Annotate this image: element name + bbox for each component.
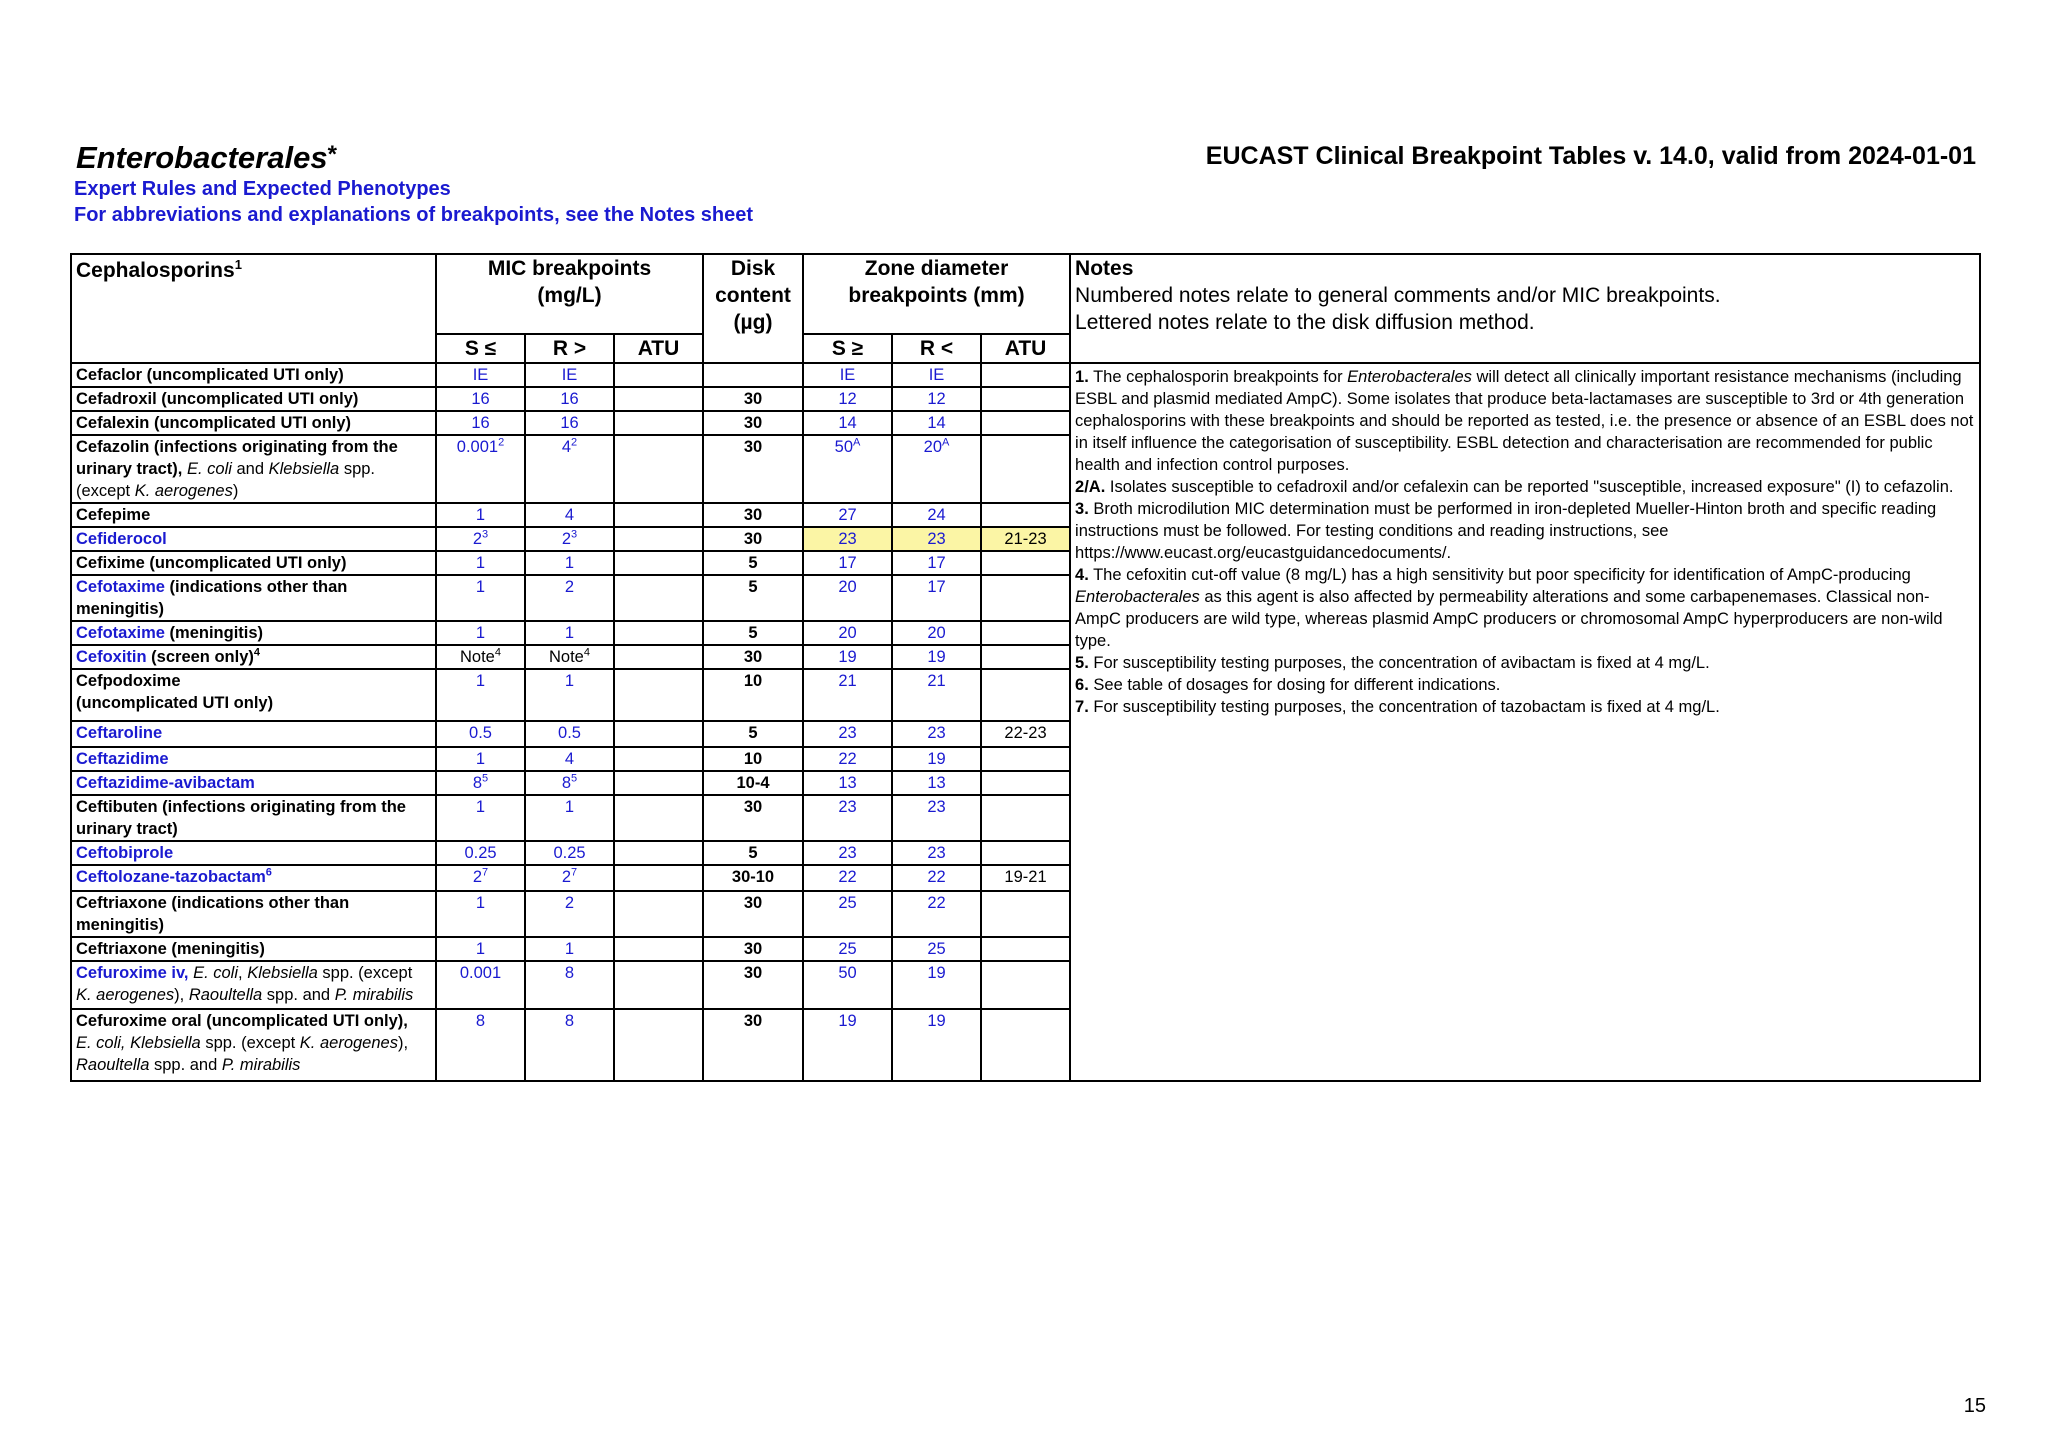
zone-atu-value	[981, 841, 1070, 865]
zone-s-value: 22	[803, 747, 892, 771]
agent-name-link[interactable]: Ceftolozane-tazobactam$^6$	[71, 865, 436, 891]
disk-content-value: 30	[703, 411, 803, 435]
zone-r-header: R <	[892, 334, 981, 363]
mic-s-value: 8	[436, 1009, 525, 1081]
document-title: EUCAST Clinical Breakpoint Tables v. 14.0, valid from 2024-01-01	[1205, 142, 1976, 170]
mic-atu-value	[614, 575, 703, 621]
zone-atu-value	[981, 503, 1070, 527]
notes-sheet-link[interactable]: For abbreviations and explanations of breakpoints, see the Notes sheet	[74, 204, 754, 226]
mic-atu-value	[614, 411, 703, 435]
zone-atu-value	[981, 621, 1070, 645]
zone-s-value: 12	[803, 387, 892, 411]
zone-s-value: 23	[803, 721, 892, 747]
zone-atu-value	[981, 669, 1070, 721]
zone-atu-value	[981, 891, 1070, 937]
mic-r-value: 2	[525, 575, 614, 621]
mic-s-value: $2^3$	[436, 527, 525, 551]
mic-r-value: 16	[525, 387, 614, 411]
zone-s-value: 23	[803, 527, 892, 551]
mic-r-value: 1	[525, 551, 614, 575]
zone-s-value: 14	[803, 411, 892, 435]
zone-atu-value	[981, 645, 1070, 669]
zone-atu-value	[981, 435, 1070, 503]
disk-content-value: 30-10	[703, 865, 803, 891]
table-row	[71, 363, 1980, 387]
zone-s-value: 25	[803, 937, 892, 961]
zone-r-value: 23	[892, 721, 981, 747]
zone-r-value: 19	[892, 645, 981, 669]
note-1: 1. The cephalosporin breakpoints for Enterobacterales will detect all clinically important resistance mechanisms (including ESBL and plasmid mediated AmpC). Some isolates that produce beta-lactamases are susceptible to 3rd or 4th generation cephalosporins with these breakpoints and should be reported as tested, i.e. the presence or absence of an ESBL does not in itself influence the categorisation of susceptibility. ESBL detection and characterisation are recommended for public health and infection control purposes.	[1075, 368, 1974, 474]
note-4: 4. The cefoxitin cut-off value (8 mg/L) has a high sensitivity but poor specificity for identification of AmpC-producing Enterobacterales as this agent is also affected by permeability alterations and some carbapenemases. Classical non-AmpC producers are wild type, whereas plasmid AmpC producers or chromosomal AmpC hyperproducers are non-wild type.	[1075, 566, 1943, 650]
disk-content-value: 10-4	[703, 771, 803, 795]
mic-s-value: 16	[436, 411, 525, 435]
disk-content-value: 5	[703, 551, 803, 575]
note-3: 3. Broth microdilution MIC determination must be performed in iron-depleted Mueller-Hinton broth and specific reading instructions must be followed. For testing conditions and reading instructions, see https://www.eucast.org/eucastguidancedocuments/.	[1075, 500, 1937, 562]
zone-r-value: 23	[892, 841, 981, 865]
mic-atu-value	[614, 841, 703, 865]
disk-content-value: 30	[703, 387, 803, 411]
mic-atu-value	[614, 747, 703, 771]
mic-atu-value	[614, 551, 703, 575]
page-number: 15	[1963, 1395, 1986, 1417]
disk-content-value: 5	[703, 621, 803, 645]
zone-s-value: 22	[803, 865, 892, 891]
mic-atu-value	[614, 387, 703, 411]
mic-s-value: 1	[436, 551, 525, 575]
zone-atu-value: 21-23	[981, 527, 1070, 551]
zone-atu-value	[981, 411, 1070, 435]
agent-name-link[interactable]: Ceftazidime	[71, 747, 436, 771]
zone-r-value: 22	[892, 865, 981, 891]
mic-r-value: 16	[525, 411, 614, 435]
agent-name: Cefuroxime oral (uncomplicated UTI only), E. coli, Klebsiella spp. (except K. aerogenes), Raoultella spp. and P. mirabilis	[71, 1009, 436, 1081]
mic-atu-value	[614, 645, 703, 669]
zone-r-value: 17	[892, 551, 981, 575]
note-2a: 2/A. Isolates susceptible to cefadroxil and/or cefalexin can be reported "susceptible, increased exposure" (I) to cefazolin.	[1075, 478, 1954, 496]
disk-content-value: 30	[703, 891, 803, 937]
mic-r-value: 4	[525, 747, 614, 771]
mic-s-value: 0.001	[436, 961, 525, 1009]
mic-r-value: $8^5$	[525, 771, 614, 795]
mic-atu-value	[614, 363, 703, 387]
agent-name: Ceftibuten (infections originating from the urinary tract)	[71, 795, 436, 841]
mic-r-value: $2^3$	[525, 527, 614, 551]
disk-content-header: Disk content (µg)	[703, 254, 803, 363]
disk-content-value: 5	[703, 575, 803, 621]
agent-name: Ceftriaxone (meningitis)	[71, 937, 436, 961]
mic-atu-value	[614, 771, 703, 795]
zone-r-value: 25	[892, 937, 981, 961]
disk-content-value: 5	[703, 721, 803, 747]
zone-s-value: 20	[803, 621, 892, 645]
agent-name-link[interactable]: Cefotaxime (indications other than meningitis)	[71, 575, 436, 621]
agent-name: Cefalexin (uncomplicated UTI only)	[71, 411, 436, 435]
mic-s-value: 0.25	[436, 841, 525, 865]
agent-name-link[interactable]: Cefotaxime (meningitis)	[71, 621, 436, 645]
zone-s-value: 25	[803, 891, 892, 937]
mic-atu-value	[614, 527, 703, 551]
zone-r-value: 20	[892, 621, 981, 645]
zone-s-value: $50^A$	[803, 435, 892, 503]
zone-s-value: 23	[803, 841, 892, 865]
zone-atu-value	[981, 551, 1070, 575]
agent-name: Cefaclor (uncomplicated UTI only)	[71, 363, 436, 387]
mic-s-value: 16	[436, 387, 525, 411]
zone-s-value: 27	[803, 503, 892, 527]
note-7: 7. For susceptibility testing purposes, the concentration of tazobactam is fixed at 4 mg/L.	[1075, 698, 1720, 716]
zone-r-value: 23	[892, 527, 981, 551]
disk-content-value: 5	[703, 841, 803, 865]
zone-r-value: 22	[892, 891, 981, 937]
mic-atu-value	[614, 621, 703, 645]
mic-s-value: 1	[436, 747, 525, 771]
mic-breakpoints-header: MIC breakpoints (mg/L)	[436, 254, 703, 334]
mic-r-value: $4^2$	[525, 435, 614, 503]
mic-r-value: 8	[525, 961, 614, 1009]
mic-r-value: 0.5	[525, 721, 614, 747]
zone-r-value: 12	[892, 387, 981, 411]
mic-atu-value	[614, 961, 703, 1009]
zone-atu-value	[981, 771, 1070, 795]
mic-s-value: 0.5	[436, 721, 525, 747]
agent-name: Cefazolin (infections originating from the urinary tract), E. coli and Klebsiella spp. (except K. aerogenes)	[71, 435, 436, 503]
mic-atu-value	[614, 503, 703, 527]
disk-content-value: 30	[703, 1009, 803, 1081]
agent-name: Cefixime (uncomplicated UTI only)	[71, 551, 436, 575]
mic-atu-value	[614, 435, 703, 503]
zone-s-value: 21	[803, 669, 892, 721]
disk-content-value: 10	[703, 669, 803, 721]
mic-s-value: $2^7$	[436, 865, 525, 891]
mic-s-value: IE	[436, 363, 525, 387]
zone-s-value: IE	[803, 363, 892, 387]
mic-atu-value	[614, 1009, 703, 1081]
mic-s-value: 1	[436, 669, 525, 721]
agent-name: Cefepime	[71, 503, 436, 527]
zone-r-value: 14	[892, 411, 981, 435]
agent-name: Ceftriaxone (indications other than meningitis)	[71, 891, 436, 937]
disk-content-value	[703, 363, 803, 387]
mic-r-header: R >	[525, 334, 614, 363]
group-header-cephalosporins: Cephalosporins$^1$	[71, 254, 436, 363]
mic-s-value: 1	[436, 937, 525, 961]
agent-name-link[interactable]: Ceftazidime-avibactam	[71, 771, 436, 795]
zone-atu-value	[981, 575, 1070, 621]
mic-r-value: 0.25	[525, 841, 614, 865]
mic-s-value: 0.001$^2$	[436, 435, 525, 503]
zone-atu-value	[981, 961, 1070, 1009]
mic-atu-value	[614, 891, 703, 937]
mic-r-value: 1	[525, 621, 614, 645]
mic-r-value: 4	[525, 503, 614, 527]
disk-content-value: 30	[703, 503, 803, 527]
mic-atu-value	[614, 865, 703, 891]
zone-atu-value	[981, 937, 1070, 961]
zone-s-value: 17	[803, 551, 892, 575]
disk-content-value: 30	[703, 645, 803, 669]
mic-r-value: Note$^4$	[525, 645, 614, 669]
zone-r-value: 24	[892, 503, 981, 527]
mic-r-value: $2^7$	[525, 865, 614, 891]
disk-content-value: 30	[703, 527, 803, 551]
agent-name: Cefadroxil (uncomplicated UTI only)	[71, 387, 436, 411]
mic-s-value: 1	[436, 795, 525, 841]
notes-body	[1070, 363, 1980, 1081]
zone-r-value: 23	[892, 795, 981, 841]
zone-s-value: 20	[803, 575, 892, 621]
organism-title: Enterobacterales*	[76, 140, 337, 175]
mic-s-value: 1	[436, 503, 525, 527]
mic-r-value: 8	[525, 1009, 614, 1081]
organism-asterisk: *	[327, 141, 337, 168]
zone-r-value: $20^A$	[892, 435, 981, 503]
expert-rules-link[interactable]: Expert Rules and Expected Phenotypes	[74, 178, 451, 200]
agent-name-link[interactable]: Cefiderocol	[71, 527, 436, 551]
disk-content-value: 30	[703, 795, 803, 841]
agent-name-link[interactable]: Cefuroxime iv, E. coli, Klebsiella spp. (except K. aerogenes), Raoultella spp. and P. mirabilis	[71, 961, 436, 1009]
zone-r-value: 13	[892, 771, 981, 795]
mic-s-value: Note$^4$	[436, 645, 525, 669]
zone-s-value: 13	[803, 771, 892, 795]
mic-r-value: 1	[525, 669, 614, 721]
mic-s-header: S ≤	[436, 334, 525, 363]
zone-r-value: 17	[892, 575, 981, 621]
zone-s-value: 23	[803, 795, 892, 841]
breakpoint-table	[70, 253, 1981, 1082]
mic-s-value: 1	[436, 621, 525, 645]
zone-atu-value: 19-21	[981, 865, 1070, 891]
mic-r-value: IE	[525, 363, 614, 387]
disk-content-value: 30	[703, 435, 803, 503]
disk-content-value: 30	[703, 937, 803, 961]
zone-atu-value	[981, 747, 1070, 771]
agent-name-link[interactable]: Ceftobiprole	[71, 841, 436, 865]
disk-content-value: 30	[703, 961, 803, 1009]
zone-r-value: 19	[892, 1009, 981, 1081]
mic-atu-value	[614, 937, 703, 961]
mic-r-value: 1	[525, 795, 614, 841]
zone-diameter-header: Zone diameter breakpoints (mm)	[803, 254, 1070, 334]
zone-s-header: S ≥	[803, 334, 892, 363]
disk-content-value: 10	[703, 747, 803, 771]
mic-r-value: 1	[525, 937, 614, 961]
zone-atu-value	[981, 387, 1070, 411]
zone-atu-value: 22-23	[981, 721, 1070, 747]
zone-atu-value	[981, 363, 1070, 387]
zone-r-value: 19	[892, 961, 981, 1009]
mic-atu-value	[614, 721, 703, 747]
mic-atu-value	[614, 669, 703, 721]
mic-s-value: 1	[436, 891, 525, 937]
notes-header: Notes Numbered notes relate to general comments and/or MIC breakpoints. Lettered notes relate to the disk diffusion method.	[1070, 254, 1980, 363]
zone-r-value: 19	[892, 747, 981, 771]
zone-s-value: 19	[803, 645, 892, 669]
mic-s-value: $8^5$	[436, 771, 525, 795]
zone-s-value: 50	[803, 961, 892, 1009]
agent-name: Cefpodoxime (uncomplicated UTI only)	[71, 669, 436, 721]
zone-s-value: 19	[803, 1009, 892, 1081]
agent-name-link[interactable]: Ceftaroline	[71, 721, 436, 747]
agent-name-link[interactable]: Cefoxitin (screen only)$^4$	[71, 645, 436, 669]
note-5: 5. For susceptibility testing purposes, the concentration of avibactam is fixed at 4 mg/L.	[1075, 654, 1710, 672]
mic-atu-header: ATU	[614, 334, 703, 363]
zone-r-value: IE	[892, 363, 981, 387]
mic-atu-value	[614, 795, 703, 841]
zone-atu-header: ATU	[981, 334, 1070, 363]
mic-r-value: 2	[525, 891, 614, 937]
zone-atu-value	[981, 795, 1070, 841]
mic-s-value: 1	[436, 575, 525, 621]
note-6: 6. See table of dosages for dosing for different indications.	[1075, 676, 1501, 694]
zone-atu-value	[981, 1009, 1070, 1081]
zone-r-value: 21	[892, 669, 981, 721]
